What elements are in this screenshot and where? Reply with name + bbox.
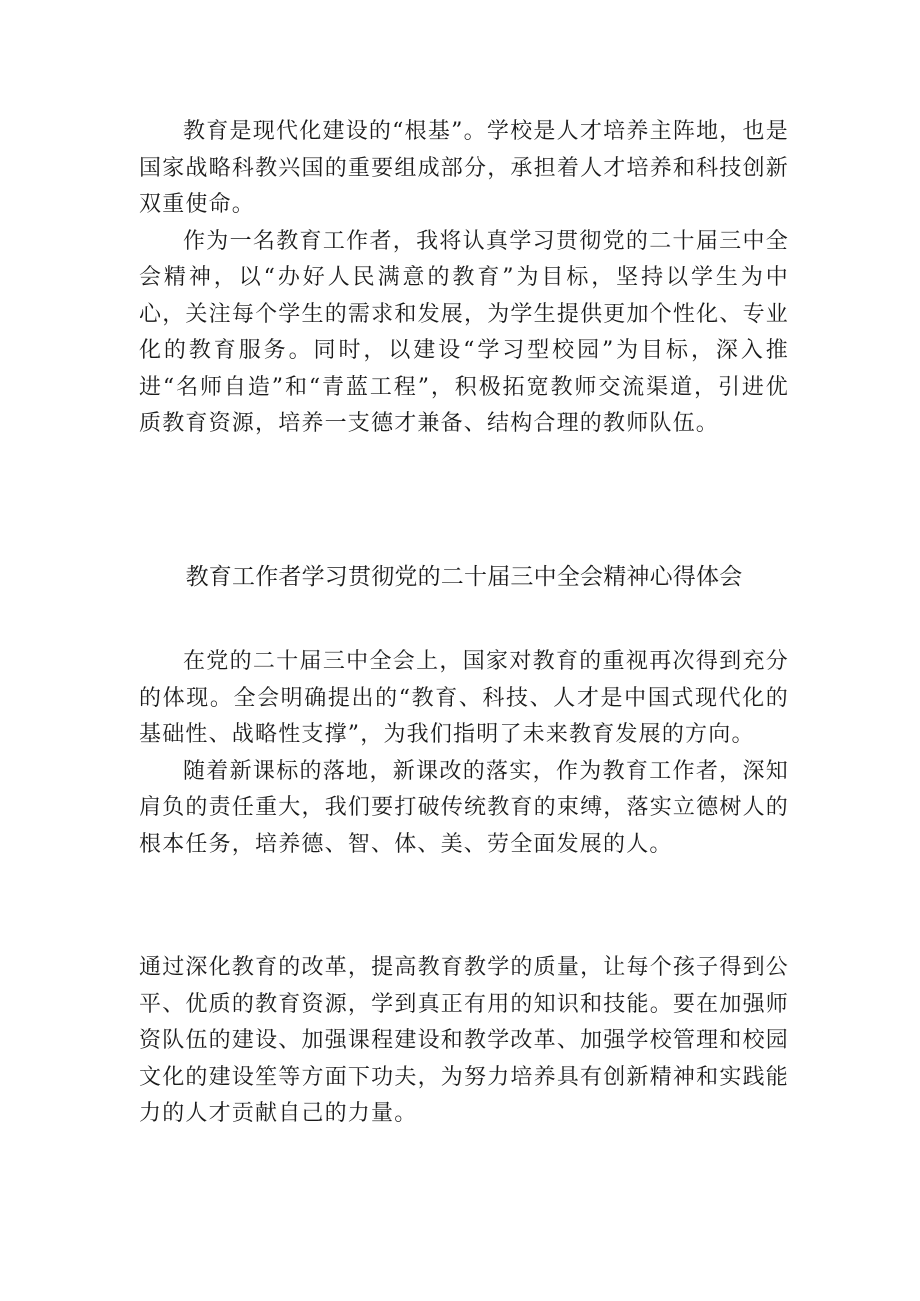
paragraph-plenary-session: 在党的二十届三中全会上，国家对教育的重视再次得到充分的体现。全会明确提出的“教育、科技、人才是中国式现代化的基础性、战略性支撑”，为我们指明了未来教育发展的方向。 <box>139 649 789 747</box>
body-text-section-1 <box>139 114 789 443</box>
section-title: 教育工作者学习贯彻党的二十届三中全会精神心得体会 <box>185 564 743 590</box>
paragraph-educator-commitment: 作为一名教育工作者，我将认真学习贯彻党的二十届三中全会精神，以“办好人民满意的教育”为目标，坚持以学生为中心，关注每个学生的需求和发展，为学生提供更加个性化、专业化的教育服务。同时，以建设“学习型校园”为目标，深入推进“名师自造”和“青蓝工程”，积极拓宽教师交流渠道，引进优质教育资源，培养一支德才兼备、结构合理的教师队伍。 <box>139 228 789 436</box>
body-text-section-3 <box>139 950 789 1133</box>
paragraph-new-curriculum: 随着新课标的落地，新课改的落实，作为教育工作者，深知肩负的责任重大，我们要打破传统教育的束缚，落实立德树人的根本任务，培养德、智、体、美、劳全面发展的人。 <box>139 758 789 857</box>
paragraph-foundation: 教育是现代化建设的“根基”。学校是人才培养主阵地，也是国家战略科教兴国的重要组成部分，承担着人才培养和科技创新双重使命。 <box>139 119 789 217</box>
paragraph-deepen-reform: 通过深化教育的改革，提高教育教学的质量，让每个孩子得到公平、优质的教育资源，学到真正有用的知识和技能。要在加强师资队伍的建设、加强课程建设和教学改革、加强学校管理和校园文化的建设笙等方面下功夫，为努力培养具有创新精神和实践能力的人才贡献自己的力量。 <box>139 955 789 1126</box>
body-text-section-2 <box>139 644 789 863</box>
